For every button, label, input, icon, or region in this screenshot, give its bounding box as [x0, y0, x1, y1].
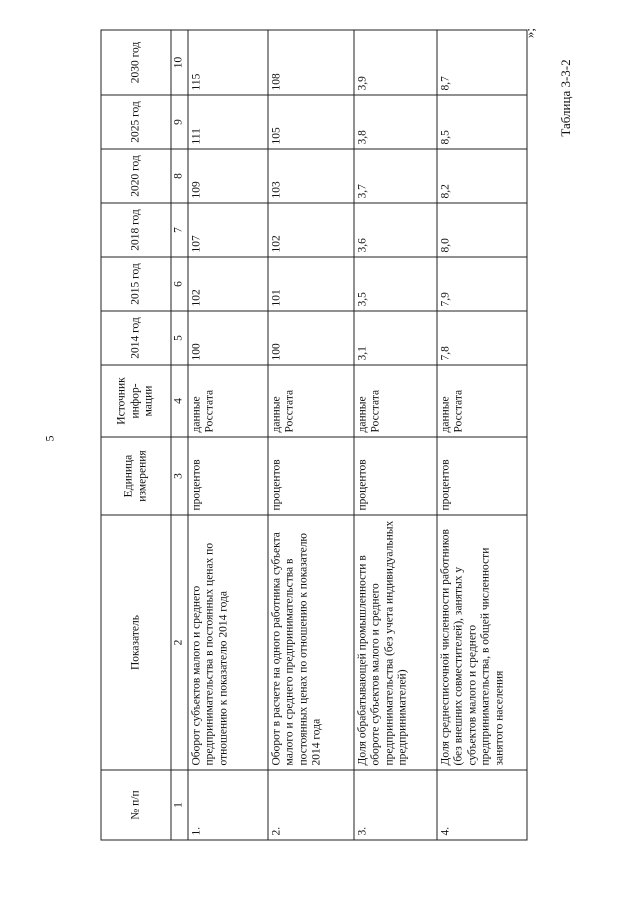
trailing-mark: »;: [522, 27, 537, 39]
table-row: [353, 30, 436, 840]
value-cell: 102: [187, 257, 267, 311]
value-cell: 3,5: [353, 257, 436, 311]
value-cell: 8,5: [436, 95, 526, 149]
indicator-cell: Оборот субъектов малого и среднего предпринимательства в постоянных ценах по отношению к показателю 2014 года: [187, 515, 267, 770]
column-number-row: [171, 30, 188, 840]
value-cell: 3,1: [353, 311, 436, 365]
row-number: 3.: [353, 770, 436, 840]
row-number: 4.: [436, 770, 526, 840]
value-cell: 7,9: [436, 257, 526, 311]
source-cell: данные Росстата: [436, 365, 526, 437]
column-number: 8: [171, 149, 188, 203]
value-cell: 3,6: [353, 203, 436, 257]
indicator-cell: Доля обрабатывающей промышленности в обороте субъектов малого и среднего предпринимательства (без учета индивидуальных предпринимателей): [353, 515, 436, 770]
value-cell: 103: [267, 149, 353, 203]
header-cell: Показатель: [101, 515, 171, 770]
indicator-cell: Доля среднесписочной численности работников (без внешних совместителей), занятых у субъектов малого и среднего предпринимательства, в общей численности занятого населения: [436, 515, 526, 770]
column-number: 2: [171, 515, 188, 770]
header-row: [101, 30, 171, 840]
value-cell: 108: [267, 30, 353, 95]
value-cell: 8,0: [436, 203, 526, 257]
row-number: 2.: [267, 770, 353, 840]
source-cell: данные Росстата: [353, 365, 436, 437]
value-cell: 101: [267, 257, 353, 311]
source-cell: данные Росстата: [187, 365, 267, 437]
value-cell: 105: [267, 95, 353, 149]
value-cell: 7,8: [436, 311, 526, 365]
header-cell: Единица измерения: [101, 437, 171, 515]
indicator-cell: Оборот в расчете на одного работника субъекта малого и среднего предпринимательства в постоянных ценах по отношению к показателю 2014 года: [267, 515, 353, 770]
value-cell: 100: [187, 311, 267, 365]
value-cell: 3,8: [353, 95, 436, 149]
value-cell: 109: [187, 149, 267, 203]
header-cell: 2020 год: [101, 149, 171, 203]
column-number: 4: [171, 365, 188, 437]
column-number: 3: [171, 437, 188, 515]
header-cell: Источник инфор-мации: [101, 365, 171, 437]
value-cell: 107: [187, 203, 267, 257]
page-number: 5: [42, 435, 57, 442]
value-cell: 111: [187, 95, 267, 149]
value-cell: 3,7: [353, 149, 436, 203]
header-cell: № п/п: [101, 770, 171, 840]
column-number: 6: [171, 257, 188, 311]
table-wrapper: [100, 30, 525, 840]
table-label: Таблица 3-3-2: [558, 59, 573, 137]
header-cell: 2014 год: [101, 311, 171, 365]
table-row: [436, 30, 526, 840]
header-cell: 2030 год: [101, 30, 171, 95]
table-row: [187, 30, 267, 840]
header-cell: 2018 год: [101, 203, 171, 257]
indicators-table: [100, 29, 527, 840]
source-cell: данные Росстата: [267, 365, 353, 437]
value-cell: 115: [187, 30, 267, 95]
row-number: 1.: [187, 770, 267, 840]
unit-cell: процентов: [353, 437, 436, 515]
value-cell: 100: [267, 311, 353, 365]
unit-cell: процентов: [436, 437, 526, 515]
value-cell: 102: [267, 203, 353, 257]
value-cell: 3,9: [353, 30, 436, 95]
column-number: 5: [171, 311, 188, 365]
table-row: [267, 30, 353, 840]
column-number: 1: [171, 770, 188, 840]
column-number: 10: [171, 30, 188, 95]
unit-cell: процентов: [187, 437, 267, 515]
header-cell: 2025 год: [101, 95, 171, 149]
column-number: 9: [171, 95, 188, 149]
header-cell: 2015 год: [101, 257, 171, 311]
value-cell: 8,7: [436, 30, 526, 95]
unit-cell: процентов: [267, 437, 353, 515]
column-number: 7: [171, 203, 188, 257]
value-cell: 8,2: [436, 149, 526, 203]
